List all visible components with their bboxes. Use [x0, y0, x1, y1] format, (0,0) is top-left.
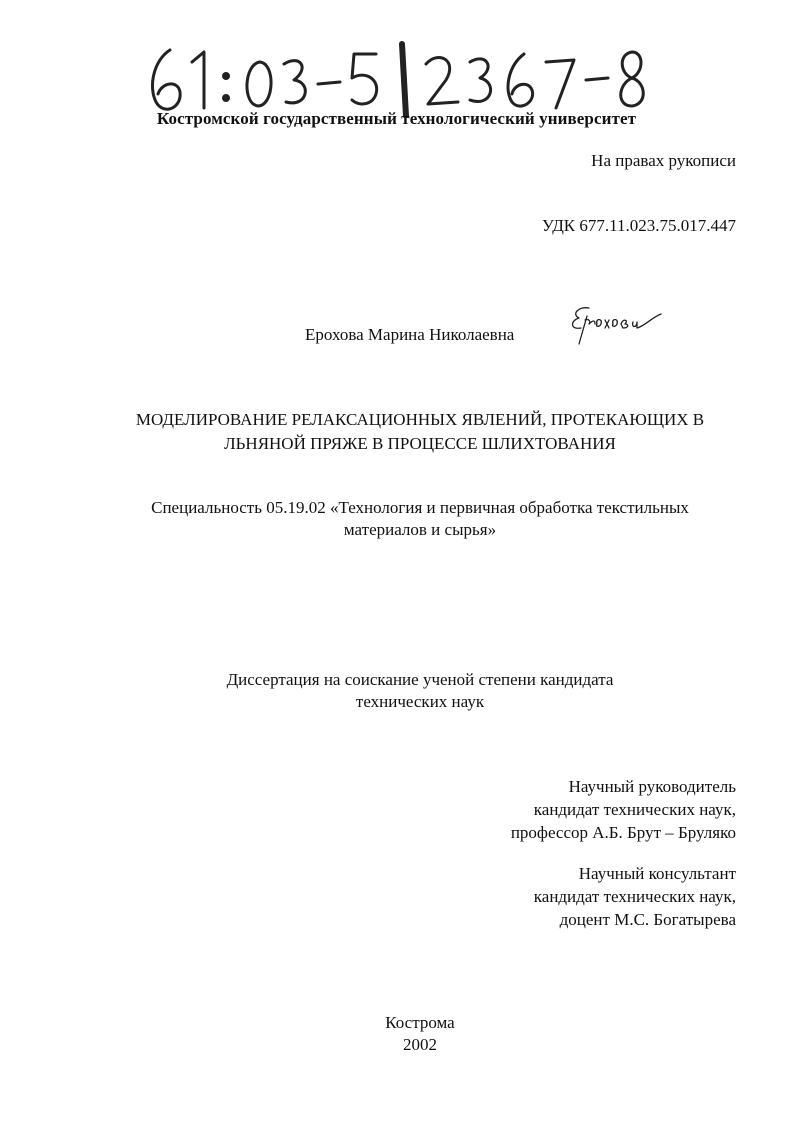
title-line: МОДЕЛИРОВАНИЕ РЕЛАКСАЦИОННЫХ ЯВЛЕНИЙ, ПРОТЕКАЮЩИХ В [135, 410, 705, 429]
dissertation-title [100, 408, 740, 456]
author-signature [565, 298, 665, 348]
signature-drawing [565, 298, 665, 348]
specialty [100, 497, 740, 541]
specialty-line: Специальность 05.19.02 «Технология и первичная обработка текстильных [151, 498, 689, 517]
udk-code: УДК 677.11.023.75.017.447 [541, 216, 736, 235]
scientific-supervisor [511, 775, 736, 844]
year: 2002 [403, 1035, 437, 1054]
dissertation-degree [150, 669, 690, 713]
supervisor-line: профессор А.Б. Брут – Бруляко [510, 823, 736, 842]
city: Кострома [385, 1013, 455, 1032]
degree-line: Диссертация на соискание ученой степени кандидата [226, 670, 614, 689]
degree-line: технических наук [355, 692, 485, 711]
manuscript-rights: На правах рукописи [591, 151, 736, 170]
scientific-consultant [534, 862, 736, 931]
handwritten-code-drawing [140, 38, 680, 118]
handwritten-catalog-code [140, 38, 680, 118]
consultant-line: доцент М.С. Богатырева [559, 910, 736, 929]
consultant-line: кандидат технических наук, [533, 887, 736, 906]
author-name: Ерохова Марина Николаевна [305, 325, 515, 344]
title-line: ЛЬНЯНОЙ ПРЯЖЕ В ПРОЦЕССЕ ШЛИХТОВАНИЯ [224, 434, 616, 453]
specialty-line: материалов и сырья» [343, 520, 497, 539]
place-and-year [0, 1012, 793, 1056]
university-name: Костромской государственный технологический университет [156, 109, 637, 128]
supervisor-line: кандидат технических наук, [533, 800, 736, 819]
consultant-line: Научный консультант [578, 864, 736, 883]
supervisor-line: Научный руководитель [568, 777, 736, 796]
